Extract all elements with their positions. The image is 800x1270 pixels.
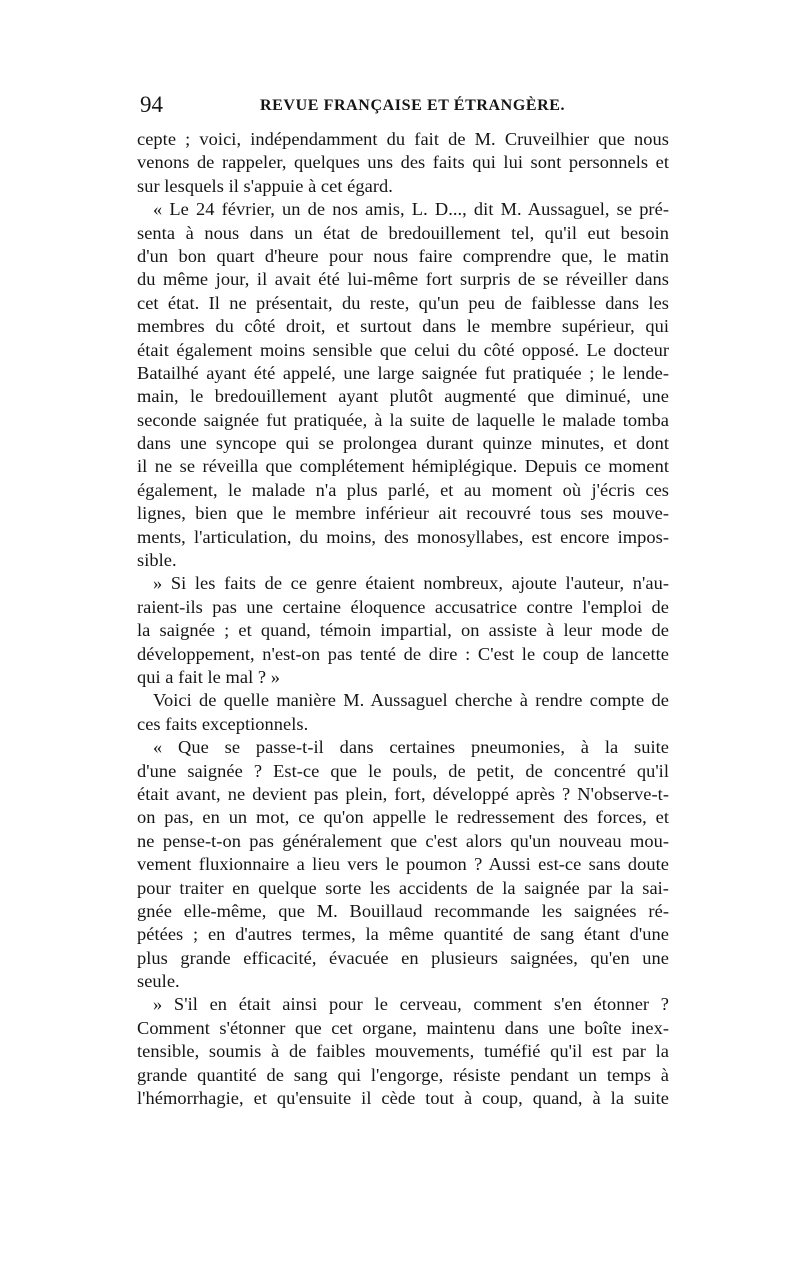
text-line: Batailhé ayant été appelé, une large saignée fut pratiquée ; le lende- <box>137 362 669 383</box>
text-line: tensible, soumis à de faibles mouvements, tuméfié qu'il est par la <box>137 1041 669 1062</box>
text-line: qui a fait le mal ? » <box>137 666 281 687</box>
page-number: 94 <box>140 92 163 117</box>
text-line: il ne se réveilla que complétement hémiplégique. Depuis ce moment <box>137 456 669 477</box>
text-line: pétées ; en d'autres termes, la même quantité de sang étant d'une <box>137 924 669 945</box>
text-line: cepte ; voici, indépendamment du fait de M. Cruveilhier que nous <box>137 129 669 149</box>
text-line: ne pense-t-on pas généralement que c'est alors qu'un nouveau mou- <box>137 830 669 851</box>
text-line: également, le malade n'a plus parlé, et au moment où j'écris ces <box>137 479 669 500</box>
text-line: développement, n'est-on pas tenté de dire : C'est le coup de lancette <box>137 643 669 664</box>
text-line: » Si les faits de ce genre étaient nombreux, ajoute l'auteur, n'au- <box>153 573 669 594</box>
text-line: ments, l'articulation, du moins, des monosyllabes, est encore impos- <box>137 526 669 547</box>
text-line: ces faits exceptionnels. <box>137 713 309 734</box>
text-line: d'une saignée ? Est-ce que le pouls, de petit, de concentré qu'il <box>137 760 669 781</box>
text-line: plus grande efficacité, évacuée en plusieurs saignées, qu'en une <box>137 947 669 968</box>
text-line: membres du côté droit, et surtout dans le membre supérieur, qui <box>137 316 669 337</box>
text-line: la saignée ; et quand, témoin impartial, on assiste à leur mode de <box>137 620 669 641</box>
text-line: était avant, ne devient pas plein, fort, développé après ? N'observe-t- <box>137 783 669 804</box>
running-head <box>140 92 670 122</box>
text-line: était également moins sensible que celui du côté opposé. Le docteur <box>137 339 669 360</box>
text-line: « Que se passe-t-il dans certaines pneumonies, à la suite <box>153 737 669 758</box>
text-line: senta à nous dans un état de bredouillement tel, qu'il eut besoin <box>137 222 669 243</box>
text-line: grande quantité de sang qui l'engorge, résiste pendant un temps à <box>137 1064 669 1085</box>
text-line: du même jour, il avait été lui-même fort surpris de se réveiller dans <box>137 269 669 290</box>
text-line: d'un bon quart d'heure pour nous faire comprendre que, le matin <box>137 245 669 266</box>
text-line: sur lesquels il s'appuie à cet égard. <box>137 175 393 196</box>
text-line: seconde saignée fut pratiquée, à la suite de laquelle le malade tomba <box>137 409 669 430</box>
text-line: lignes, bien que le membre inférieur ait recouvré tous ses mouve- <box>137 503 669 524</box>
text-line: Comment s'étonner que cet organe, maintenu dans une boîte inex- <box>137 1017 669 1038</box>
text-line: cet état. Il ne présentait, du reste, qu'un peu de faiblesse dans les <box>137 292 669 313</box>
text-line: vement fluxionnaire a lieu vers le poumon ? Aussi est-ce sans doute <box>137 854 669 875</box>
running-title: REVUE FRANÇAISE ET ÉTRANGÈRE. <box>260 97 566 114</box>
text-line: Voici de quelle manière M. Aussaguel cherche à rendre compte de <box>153 690 669 711</box>
text-line: venons de rappeler, quelques uns des faits qui lui sont personnels et <box>137 152 669 173</box>
body-text <box>137 128 669 1110</box>
text-line: pour traiter en quelque sorte les accidents de la saignée par la sai- <box>137 877 669 898</box>
text-line: » S'il en était ainsi pour le cerveau, comment s'en étonner ? <box>153 994 669 1015</box>
text-line: sible. <box>137 550 177 571</box>
text-line: seule. <box>137 971 180 992</box>
text-line: raient-ils pas une certaine éloquence accusatrice contre l'emploi de <box>137 596 669 617</box>
text-line: main, le bredouillement ayant plutôt augmenté que diminué, une <box>137 386 669 407</box>
text-line: dans une syncope qui se prolongea durant quinze minutes, et dont <box>137 433 669 454</box>
text-line: on pas, en un mot, ce qu'on appelle le redressement des forces, et <box>137 807 669 828</box>
text-line: gnée elle-même, que M. Bouillaud recommande les saignées ré- <box>137 900 669 921</box>
text-line: l'hémorrhagie, et qu'ensuite il cède tout à coup, quand, à la suite <box>137 1088 669 1109</box>
text-line: « Le 24 février, un de nos amis, L. D..., dit M. Aussaguel, se pré- <box>153 199 669 220</box>
